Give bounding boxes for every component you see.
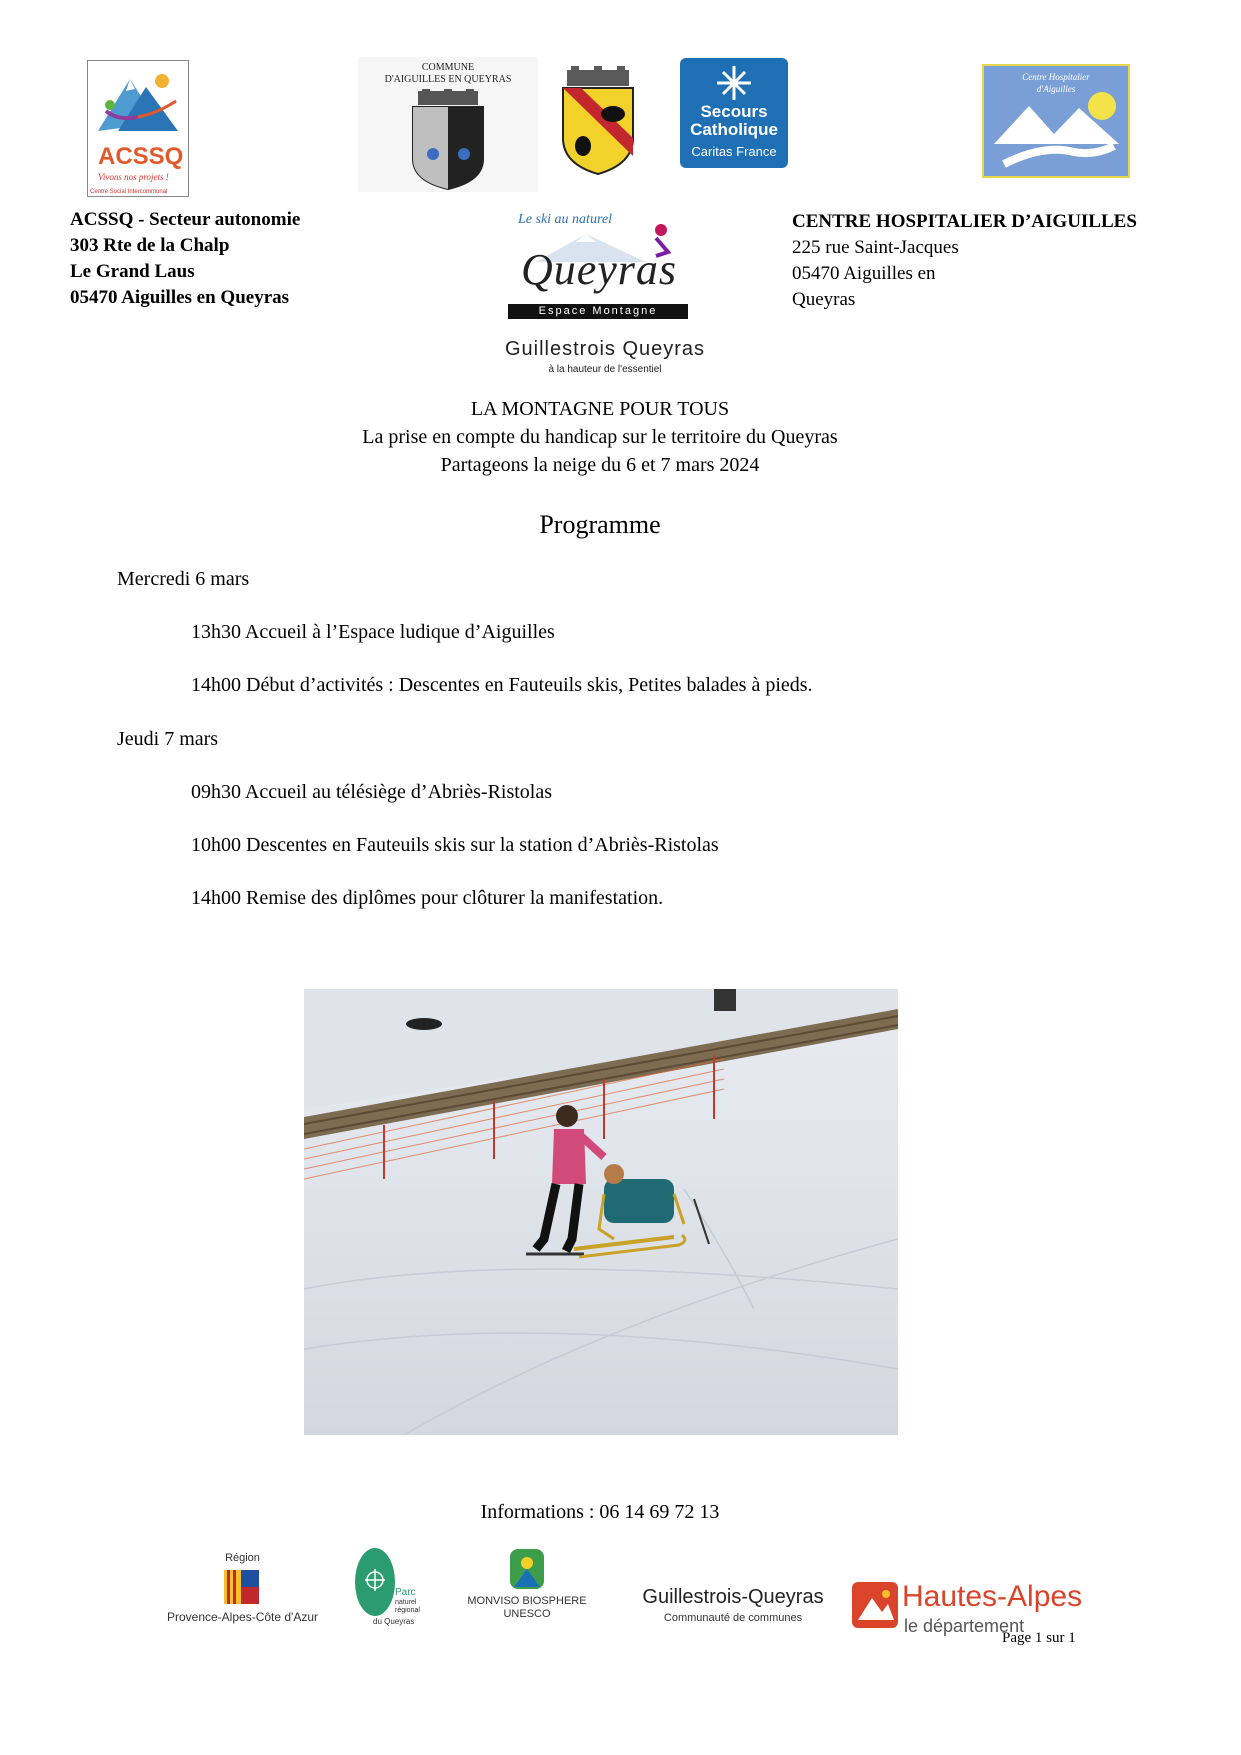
acssq-subtitle: Centre Social Intercommunal <box>90 189 168 195</box>
secours-catholique-logo <box>680 58 788 168</box>
secours-line1: Secours <box>700 102 768 121</box>
parc-line1: Parc <box>395 1587 416 1598</box>
hautes-alpes-subtitle: le département <box>904 1616 1025 1636</box>
guillestrois-queyras-footer-logo <box>633 1586 833 1626</box>
chd-line1: Centre Hospitalier <box>1022 72 1090 82</box>
hautes-alpes-logo <box>852 1580 1102 1636</box>
region-name: Provence-Alpes-Côte d'Azur <box>166 1610 319 1624</box>
queyras-name: Queyras <box>520 245 678 294</box>
hautes-alpes-icon <box>852 1582 898 1628</box>
queyras-band: Espace Montagne <box>508 304 688 319</box>
acssq-logo <box>87 60 189 197</box>
address-right-line2: 225 rue Saint-Jacques <box>792 237 959 258</box>
monviso-line1: MONVISO BIOSPHERE <box>467 1595 587 1607</box>
address-left-line4: 05470 Aiguilles en Queyras <box>70 287 290 308</box>
region-label: Région <box>225 1552 260 1564</box>
region-paca-logo <box>160 1552 325 1624</box>
ski-wheelchair-photo <box>304 989 898 1435</box>
acssq-slogan: Vivons nos projets ! <box>98 172 169 182</box>
guillestrois-queyras-logo <box>480 338 730 380</box>
footer-guillestrois-subtitle: Communauté de communes <box>663 1612 803 1624</box>
parc-line2: naturel <box>395 1599 417 1606</box>
hautes-alpes-title: Hautes-Alpes <box>902 1580 1083 1613</box>
parc-line4: du Queyras <box>373 1617 415 1626</box>
commune-shield-icon <box>358 89 538 194</box>
heraldic-shield-logo <box>555 66 641 176</box>
snow-slope-illustration <box>304 989 898 1435</box>
chd-line2: d'Aiguilles <box>1036 84 1076 94</box>
commune-name: D'AIGUILLES EN QUEYRAS <box>384 74 512 85</box>
page-number: Page 1 sur 1 <box>1002 1630 1076 1646</box>
day-1-item-1: 13h30 Accueil à l’Espace ludique d’Aiguilles <box>191 621 555 643</box>
contact-info: Informations : 06 14 69 72 13 <box>480 1501 720 1523</box>
day-1-item-2: 14h00 Début d’activités : Descentes en Fauteuils skis, Petites balades à pieds. <box>191 674 813 696</box>
address-right <box>792 209 1137 313</box>
event-title: LA MONTAGNE POUR TOUS <box>470 398 730 420</box>
address-left-line2: 303 Rte de la Chalp <box>70 235 230 256</box>
event-dates: Partageons la neige du 6 et 7 mars 2024 <box>440 454 760 476</box>
region-flag-icon <box>160 1568 325 1608</box>
day-2-item-3: 14h00 Remise des diplômes pour clôturer la manifestation. <box>191 887 664 909</box>
commune-label: COMMUNE <box>421 62 475 73</box>
address-left-line1: ACSSQ - Secteur autonomie <box>70 209 301 230</box>
biosphere-icon <box>462 1549 592 1593</box>
address-right-line3: 05470 Aiguilles en <box>792 263 936 284</box>
secours-line3: Caritas France <box>691 144 777 159</box>
address-left <box>70 207 300 311</box>
mountain-hands-icon <box>984 66 1128 176</box>
guillestrois-subtitle: à la hauteur de l'essentiel <box>548 364 662 375</box>
day-1-label: Mercredi 6 mars <box>117 568 250 590</box>
address-right-title: CENTRE HOSPITALIER D’AIGUILLES <box>792 211 1137 232</box>
centre-hospitalier-logo <box>982 64 1130 178</box>
acssq-name: ACSSQ <box>98 143 184 170</box>
monviso-biosphere-logo <box>462 1549 592 1624</box>
day-2-item-1: 09h30 Accueil au télésiège d’Abriès-Ristolas <box>191 781 553 803</box>
parc-line3: régional <box>395 1607 420 1614</box>
cross-icon <box>680 60 788 104</box>
mountain-sun-icon <box>88 61 188 141</box>
coat-of-arms-icon <box>555 66 641 176</box>
queyras-logo <box>496 212 702 324</box>
monviso-line2: UNESCO <box>503 1608 551 1620</box>
secours-line2: Catholique <box>690 120 778 139</box>
event-heading <box>0 395 1200 479</box>
day-2-item-2: 10h00 Descentes en Fauteuils skis sur la station d’Abriès-Ristolas <box>191 834 719 856</box>
event-subtitle: La prise en compte du handicap sur le territoire du Queyras <box>362 426 838 448</box>
queyras-tagline: Le ski au naturel <box>518 212 612 227</box>
guillestrois-title: Guillestrois Queyras <box>504 338 706 360</box>
address-left-line3: Le Grand Laus <box>70 261 195 282</box>
commune-aiguilles-logo <box>358 57 538 192</box>
parc-queyras-logo <box>355 1547 430 1629</box>
footer-guillestrois-title: Guillestrois-Queyras <box>642 1586 824 1608</box>
address-right-line4: Queyras <box>792 289 856 310</box>
day-2-label: Jeudi 7 mars <box>117 728 219 750</box>
programme-title: Programme <box>539 510 661 539</box>
parc-leaf-icon <box>355 1547 399 1617</box>
